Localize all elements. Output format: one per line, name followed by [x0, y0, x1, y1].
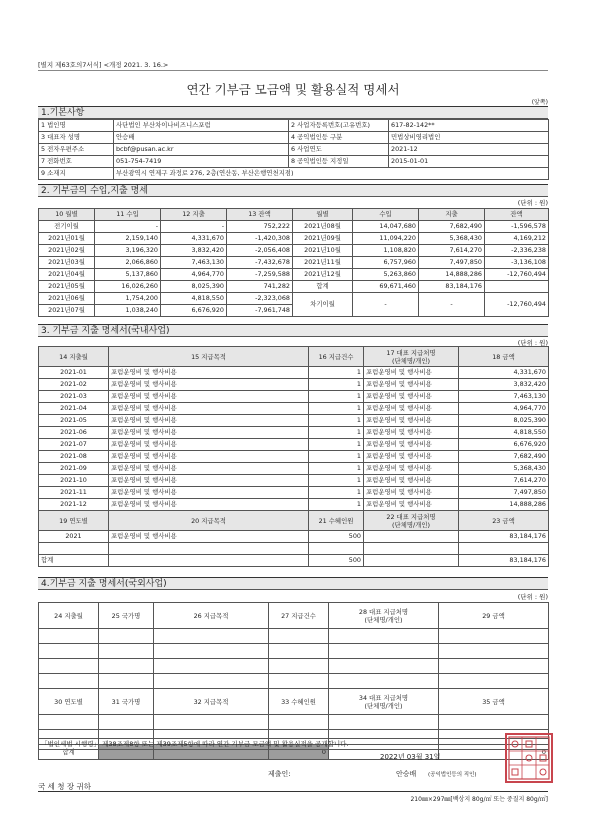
- expense-month: 2021-05: [39, 415, 109, 427]
- column-header: 30 연도별: [39, 689, 99, 715]
- expense-recipient: 포럼운영비 및 행사비용: [364, 475, 459, 487]
- law-notice: 「법인세법 시행령」 제38조제8항 또는 제39조제5항에 따라 연간 기부금 모금액 및 활용실적을 공개합니다.: [38, 738, 548, 750]
- yearly-cell: 2021: [39, 531, 109, 543]
- section-domestic-title: 3. 기부금 지출 명세서(국내사업): [38, 324, 548, 337]
- expense-recipient: 포럼운영비 및 행사비용: [364, 367, 459, 379]
- column-header: 지출: [419, 209, 485, 221]
- field-value: 민법상비영리법인: [389, 132, 549, 144]
- basic-info-table: [38, 119, 549, 180]
- column-header: 28 대표 지급처명 (단체명/개인): [329, 603, 439, 629]
- table-row: [39, 233, 549, 245]
- expense-purpose: 포럼운영비 및 행사비용: [109, 391, 309, 403]
- amount-cell: -3,136,108: [485, 257, 549, 269]
- overseas-expense-table: [38, 602, 549, 760]
- overseas-total-label: 합계: [39, 745, 99, 760]
- expense-count: 1: [309, 367, 364, 379]
- expense-amount: 5,368,430: [459, 463, 549, 475]
- expense-recipient: 포럼운영비 및 행사비용: [364, 379, 459, 391]
- expense-recipient: 포럼운영비 및 행사비용: [364, 451, 459, 463]
- basic-info-row: [39, 120, 549, 132]
- table-row: [39, 499, 549, 511]
- amount-cell: -7,259,588: [227, 269, 293, 281]
- expense-month: 2021-01: [39, 367, 109, 379]
- expense-month: 2021-11: [39, 487, 109, 499]
- expense-amount: 14,888,286: [459, 499, 549, 511]
- carry-expense: -: [419, 293, 485, 317]
- amount-cell: 2,066,860: [95, 257, 161, 269]
- footer-divider: [38, 791, 548, 792]
- column-header: 32 지급목적: [154, 689, 269, 715]
- month-cell: 2021년01월: [39, 233, 95, 245]
- expense-purpose: 포럼운영비 및 행사비용: [109, 439, 309, 451]
- overseas-blank-row: [39, 674, 549, 689]
- header-divider: [38, 70, 548, 71]
- amount-cell: 1,108,820: [353, 245, 419, 257]
- amount-cell: 69,671,460: [353, 281, 419, 293]
- address-value: 부산광역시 연제구 과정로 276, 2층(연산동, 부산은행연천지점): [114, 168, 549, 180]
- amount-cell: 741,282: [227, 281, 293, 293]
- field-label: 3 대표자 성명: [39, 132, 114, 144]
- page-title: 연간 기부금 모금액 및 활용실적 명세서: [186, 82, 400, 97]
- section-basic-title: 1.기본사항: [38, 106, 548, 119]
- table-row: [39, 391, 549, 403]
- seal-icon: [507, 735, 551, 781]
- carry-income: -: [353, 293, 419, 317]
- expense-amount: 3,832,420: [459, 379, 549, 391]
- form-number: [별지 제63호의7서식] <개정 2021. 3. 16.>: [38, 61, 169, 69]
- expense-month: 2021-02: [39, 379, 109, 391]
- amount-cell: 752,222: [227, 221, 293, 233]
- table-row: [39, 403, 549, 415]
- amount-cell: 3,196,320: [95, 245, 161, 257]
- expense-recipient: 포럼운영비 및 행사비용: [364, 463, 459, 475]
- expense-count: 1: [309, 475, 364, 487]
- addressee: 국 세 청 장 귀하: [38, 782, 92, 791]
- column-header: 21 수혜인원: [309, 511, 364, 531]
- column-header: 16 지급건수: [309, 347, 364, 367]
- month-cell: 2021년11월: [293, 257, 353, 269]
- expense-recipient: 포럼운영비 및 행사비용: [364, 403, 459, 415]
- field-value: bcbf@pusan.ac.kr: [114, 144, 289, 156]
- month-cell: 2021년04월: [39, 269, 95, 281]
- amount-cell: -1,420,308: [227, 233, 293, 245]
- expense-recipient: 포럼운영비 및 행사비용: [364, 427, 459, 439]
- overseas-blank-row: [39, 715, 549, 730]
- overseas-blank-row: [39, 659, 549, 674]
- amount-cell: -2,056,408: [227, 245, 293, 257]
- expense-amount: 8,025,390: [459, 415, 549, 427]
- expense-month: 2021-06: [39, 427, 109, 439]
- section-overseas-unit: (단위 : 원): [517, 593, 548, 601]
- expense-month: 2021-09: [39, 463, 109, 475]
- amount-cell: 14,047,680: [353, 221, 419, 233]
- overseas-blank-row: [39, 644, 549, 659]
- column-header: 31 국가명: [99, 689, 154, 715]
- column-header: 수입: [353, 209, 419, 221]
- table-row: [39, 487, 549, 499]
- amount-cell: -7,961,748: [227, 305, 293, 317]
- section-overseas-title: 4.기부금 지출 명세서(국외사업): [38, 577, 548, 590]
- domestic-blank-row: [39, 543, 549, 555]
- table-row: [39, 415, 549, 427]
- amount-cell: 83,184,176: [419, 281, 485, 293]
- table-row: [39, 531, 549, 543]
- expense-purpose: 포럼운영비 및 행사비용: [109, 427, 309, 439]
- expense-count: 1: [309, 439, 364, 451]
- table-row: [39, 269, 549, 281]
- expense-month: 2021-03: [39, 391, 109, 403]
- month-cell: 2021년09월: [293, 233, 353, 245]
- expense-purpose: 포럼운영비 및 행사비용: [109, 451, 309, 463]
- expense-purpose: 포럼운영비 및 행사비용: [109, 403, 309, 415]
- expense-recipient: 포럼운영비 및 행사비용: [364, 499, 459, 511]
- yearly-cell: 500: [309, 531, 364, 543]
- month-cell: 2021년06월: [39, 293, 95, 305]
- expense-recipient: 포럼운영비 및 행사비용: [364, 439, 459, 451]
- expense-month: 2021-08: [39, 451, 109, 463]
- page-side: (앞쪽): [531, 99, 548, 106]
- expense-purpose: 포럼운영비 및 행사비용: [109, 499, 309, 511]
- month-cell: 2021년12월: [293, 269, 353, 281]
- expense-recipient: 포럼운영비 및 행사비용: [364, 487, 459, 499]
- expense-count: 1: [309, 499, 364, 511]
- expense-count: 1: [309, 463, 364, 475]
- amount-cell: 6,676,920: [161, 305, 227, 317]
- basic-info-row: [39, 156, 549, 168]
- domestic-expense-table: [38, 346, 549, 567]
- expense-count: 1: [309, 427, 364, 439]
- amount-cell: 4,169,212: [485, 233, 549, 245]
- column-header: 26 지급목적: [154, 603, 269, 629]
- amount-cell: -7,432,678: [227, 257, 293, 269]
- table-row: [39, 367, 549, 379]
- table-row: [39, 221, 549, 233]
- address-row: [39, 168, 549, 180]
- carry-label: 차기이월: [293, 293, 353, 317]
- expense-amount: 7,614,270: [459, 475, 549, 487]
- expense-count: 1: [309, 391, 364, 403]
- expense-month: 2021-04: [39, 403, 109, 415]
- overseas-blank-row: [39, 629, 549, 644]
- amount-cell: 4,818,550: [161, 293, 227, 305]
- income-table: [38, 208, 549, 317]
- carry-balance: -12,760,494: [485, 293, 549, 317]
- domestic-total-count: 500: [309, 555, 364, 567]
- expense-amount: 4,331,670: [459, 367, 549, 379]
- domestic-total-amount: 83,184,176: [459, 555, 549, 567]
- column-header: 월별: [293, 209, 353, 221]
- submitter-name: 안승배: [396, 770, 417, 778]
- amount-cell: 6,757,960: [353, 257, 419, 269]
- expense-month: 2021-10: [39, 475, 109, 487]
- field-label: 1 법인명: [39, 120, 114, 132]
- amount-cell: -2,336,238: [485, 245, 549, 257]
- amount-cell: 1,038,240: [95, 305, 161, 317]
- field-value: 2021-12: [389, 144, 549, 156]
- field-value: 2015-01-01: [389, 156, 549, 168]
- month-cell: 2021년02월: [39, 245, 95, 257]
- column-header: 15 지급목적: [109, 347, 309, 367]
- amount-cell: [485, 281, 549, 293]
- amount-cell: 5,263,860: [353, 269, 419, 281]
- table-row: [39, 463, 549, 475]
- amount-cell: -: [95, 221, 161, 233]
- amount-cell: 5,368,430: [419, 233, 485, 245]
- column-header: 13 잔액: [227, 209, 293, 221]
- column-header: 잔액: [485, 209, 549, 221]
- yearly-cell: [364, 531, 459, 543]
- basic-info-row: [39, 144, 549, 156]
- amount-cell: 16,026,260: [95, 281, 161, 293]
- field-label: 4 공익법인등 구분: [289, 132, 389, 144]
- expense-count: 1: [309, 403, 364, 415]
- yearly-cell: 포럼운영비 및 행사비용: [109, 531, 309, 543]
- overseas-total-count: 0: [269, 745, 329, 760]
- table-row: [39, 451, 549, 463]
- field-label: 8 공익법인등 지정일: [289, 156, 389, 168]
- month-cell: 2021년05월: [39, 281, 95, 293]
- column-header: 29 금액: [439, 603, 549, 629]
- column-header: 17 대표 지급처명 (단체명/개인): [364, 347, 459, 367]
- field-value: 사단법인 부산차이나비즈니스포럼: [114, 120, 289, 132]
- expense-amount: 6,676,920: [459, 439, 549, 451]
- table-row: [39, 293, 549, 305]
- amount-cell: 14,888,286: [419, 269, 485, 281]
- expense-count: 1: [309, 415, 364, 427]
- expense-month: 2021-07: [39, 439, 109, 451]
- amount-cell: 7,497,850: [419, 257, 485, 269]
- field-value: 617-82-142**: [389, 120, 549, 132]
- table-row: [39, 427, 549, 439]
- column-header: 27 지급건수: [269, 603, 329, 629]
- submitter-label: 제출인:: [268, 770, 291, 778]
- month-cell: 2021년10월: [293, 245, 353, 257]
- amount-cell: 7,682,490: [419, 221, 485, 233]
- section-income-unit: (단위 : 원): [517, 199, 548, 207]
- column-header: 10 월별: [39, 209, 95, 221]
- expense-purpose: 포럼운영비 및 행사비용: [109, 463, 309, 475]
- field-value: 안승배: [114, 132, 289, 144]
- expense-recipient: 포럼운영비 및 행사비용: [364, 415, 459, 427]
- expense-count: 1: [309, 451, 364, 463]
- amount-cell: 7,463,130: [161, 257, 227, 269]
- domestic-total-row: [39, 555, 549, 567]
- field-label: 7 전화번호: [39, 156, 114, 168]
- amount-cell: 2,159,140: [95, 233, 161, 245]
- table-row: [39, 281, 549, 293]
- submission-date: 2022년 03월 31일: [380, 753, 441, 761]
- expense-recipient: 포럼운영비 및 행사비용: [364, 391, 459, 403]
- field-label: 6 사업연도: [289, 144, 389, 156]
- column-header: 22 대표 지급처명 (단체명/개인): [364, 511, 459, 531]
- amount-cell: 4,964,770: [161, 269, 227, 281]
- expense-amount: 7,463,130: [459, 391, 549, 403]
- expense-purpose: 포럼운영비 및 행사비용: [109, 487, 309, 499]
- column-header: 14 지출월: [39, 347, 109, 367]
- amount-cell: 4,331,670: [161, 233, 227, 245]
- month-cell: 합계: [293, 281, 353, 293]
- month-cell: 2021년08월: [293, 221, 353, 233]
- amount-cell: -: [161, 221, 227, 233]
- expense-amount: 7,497,850: [459, 487, 549, 499]
- expense-amount: 7,682,490: [459, 451, 549, 463]
- column-header: 19 연도별: [39, 511, 109, 531]
- field-value: 051-754-7419: [114, 156, 289, 168]
- expense-month: 2021-12: [39, 499, 109, 511]
- amount-cell: 7,614,270: [419, 245, 485, 257]
- column-header: 20 지급목적: [109, 511, 309, 531]
- amount-cell: -1,596,578: [485, 221, 549, 233]
- column-header: 35 금액: [439, 689, 549, 715]
- section-domestic-unit: (단위 : 원): [517, 339, 548, 347]
- field-label: 2 사업자등록번호(고유번호): [289, 120, 389, 132]
- table-row: [39, 379, 549, 391]
- month-cell: 2021년07월: [39, 305, 95, 317]
- table-row: [39, 439, 549, 451]
- field-label: 5 전자우편주소: [39, 144, 114, 156]
- amount-cell: 8,025,390: [161, 281, 227, 293]
- expense-count: 1: [309, 487, 364, 499]
- amount-cell: -12,760,494: [485, 269, 549, 281]
- column-header: 34 대표 지급처명 (단체명/개인): [329, 689, 439, 715]
- column-header: 33 수혜인원: [269, 689, 329, 715]
- table-row: [39, 257, 549, 269]
- month-cell: 전기이월: [39, 221, 95, 233]
- overseas-total-amount: 0: [439, 745, 549, 760]
- expense-count: 1: [309, 379, 364, 391]
- expense-purpose: 포럼운영비 및 행사비용: [109, 475, 309, 487]
- table-row: [39, 245, 549, 257]
- expense-purpose: 포럼운영비 및 행사비용: [109, 415, 309, 427]
- amount-cell: 5,137,860: [95, 269, 161, 281]
- company-seal: [505, 733, 553, 783]
- paper-spec: 210㎜×297㎜[백상지 80g/㎡ 또는 중질지 80g/㎡]: [410, 796, 548, 803]
- domestic-total-label: 합계: [39, 555, 109, 567]
- table-row: [39, 475, 549, 487]
- yearly-cell: 83,184,176: [459, 531, 549, 543]
- expense-purpose: 포럼운영비 및 행사비용: [109, 367, 309, 379]
- amount-cell: 3,832,420: [161, 245, 227, 257]
- column-header: 11 수입: [95, 209, 161, 221]
- basic-info-row: [39, 132, 549, 144]
- amount-cell: -2,323,068: [227, 293, 293, 305]
- amount-cell: 11,094,220: [353, 233, 419, 245]
- submitter-note: (공익법인등의 직인): [428, 772, 477, 778]
- column-header: 12 지출: [161, 209, 227, 221]
- column-header: 25 국가명: [99, 603, 154, 629]
- section-income-title: 2. 기부금의 수입,지출 명세: [38, 184, 548, 197]
- expense-purpose: 포럼운영비 및 행사비용: [109, 379, 309, 391]
- amount-cell: 1,754,200: [95, 293, 161, 305]
- expense-amount: 4,818,550: [459, 427, 549, 439]
- month-cell: 2021년03월: [39, 257, 95, 269]
- address-label: 9 소재지: [39, 168, 114, 180]
- column-header: 23 금액: [459, 511, 549, 531]
- column-header: 24 지출월: [39, 603, 99, 629]
- expense-amount: 4,964,770: [459, 403, 549, 415]
- column-header: 18 금액: [459, 347, 549, 367]
